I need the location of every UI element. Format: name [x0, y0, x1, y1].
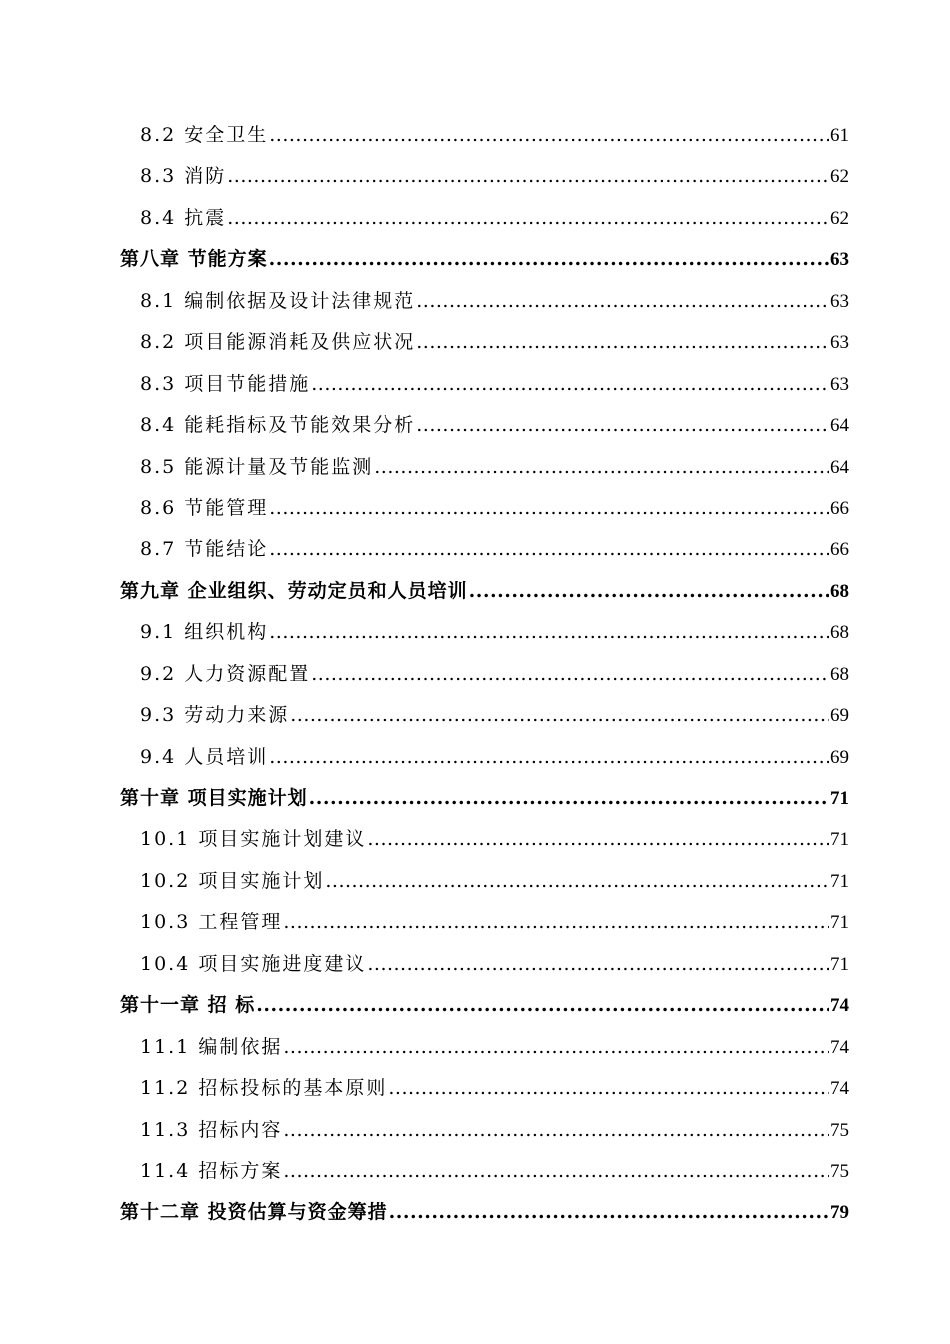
toc-page-number: 62: [830, 207, 849, 229]
toc-dot-leader: [227, 198, 829, 239]
toc-page-number: 66: [830, 539, 849, 561]
toc-entry-title: 8.3 消防: [140, 165, 227, 188]
toc-entry-title: 10.2 项目实施计划: [140, 869, 325, 892]
toc-chapter-entry[interactable]: [120, 985, 849, 1026]
toc-entry-title: 8.4 能耗指标及节能效果分析: [140, 414, 416, 437]
toc-page-number: 75: [830, 1119, 849, 1141]
toc-entry-title: 第十一章 招 标: [120, 994, 256, 1017]
toc-dot-leader: [269, 239, 829, 280]
toc-entry-title: 8.4 抗震: [140, 206, 227, 229]
toc-page-number: 64: [830, 456, 849, 478]
toc-page-number: 71: [830, 912, 849, 934]
toc-section-entry[interactable]: [120, 198, 849, 239]
toc-dot-leader: [367, 819, 829, 860]
toc-section-entry[interactable]: [120, 1027, 849, 1068]
toc-section-entry[interactable]: [120, 944, 849, 985]
toc-dot-leader: [283, 1110, 829, 1151]
toc-page-number: 71: [830, 788, 849, 809]
toc-section-entry[interactable]: [120, 322, 849, 363]
toc-dot-leader: [256, 985, 829, 1026]
toc-dot-leader: [416, 405, 829, 446]
table-of-contents: [120, 115, 849, 1234]
toc-page-number: 64: [830, 415, 849, 437]
toc-dot-leader: [269, 737, 829, 778]
toc-page-number: 68: [830, 663, 849, 685]
toc-entry-title: 11.4 招标方案: [140, 1159, 283, 1182]
toc-page-number: 63: [830, 332, 849, 354]
toc-page-number: 63: [830, 373, 849, 395]
toc-entry-title: 10.1 项目实施计划建议: [140, 828, 367, 851]
toc-dot-leader: [283, 1151, 829, 1192]
toc-dot-leader: [469, 571, 829, 612]
toc-page-number: 74: [830, 1078, 849, 1100]
toc-entry-title: 8.3 项目节能措施: [140, 372, 311, 395]
toc-entry-title: 10.3 工程管理: [140, 911, 283, 934]
toc-entry-title: 9.1 组织机构: [140, 621, 269, 644]
toc-page-number: 68: [830, 580, 849, 602]
toc-dot-leader: [227, 156, 829, 197]
toc-page-number: 61: [830, 125, 849, 146]
toc-dot-leader: [283, 902, 829, 943]
toc-section-entry[interactable]: [120, 529, 849, 570]
toc-section-entry[interactable]: [120, 1110, 849, 1151]
toc-page-number: 79: [830, 1202, 849, 1224]
toc-entry-title: 8.5 能源计量及节能监测: [140, 455, 374, 478]
toc-chapter-entry[interactable]: [120, 1192, 849, 1233]
toc-section-entry[interactable]: [120, 902, 849, 943]
toc-chapter-entry[interactable]: [120, 571, 849, 612]
toc-dot-leader: [374, 447, 829, 488]
toc-section-entry[interactable]: [120, 1068, 849, 1109]
toc-page-number: 75: [830, 1160, 849, 1182]
toc-section-entry[interactable]: [120, 654, 849, 695]
toc-dot-leader: [367, 944, 829, 985]
toc-page-number: 66: [830, 497, 849, 519]
toc-entry-title: 9.3 劳动力来源: [140, 704, 290, 727]
toc-page-number: 71: [830, 829, 849, 851]
toc-section-entry[interactable]: [120, 447, 849, 488]
toc-entry-title: 10.4 项目实施进度建议: [140, 952, 367, 975]
toc-entry-title: 第十二章 投资估算与资金筹措: [120, 1201, 388, 1224]
toc-page-number: 63: [830, 249, 849, 271]
toc-entry-title: 8.1 编制依据及设计法律规范: [140, 289, 416, 312]
toc-dot-leader: [290, 695, 829, 736]
toc-dot-leader: [416, 281, 829, 322]
toc-dot-leader: [311, 654, 829, 695]
toc-section-entry[interactable]: [120, 737, 849, 778]
toc-page-number: 68: [830, 622, 849, 644]
toc-section-entry[interactable]: [120, 156, 849, 197]
toc-dot-leader: [325, 861, 829, 902]
toc-entry-title: 第十章 项目实施计划: [120, 787, 308, 809]
toc-dot-leader: [269, 612, 829, 653]
toc-entry-title: 11.1 编制依据: [140, 1035, 283, 1058]
toc-section-entry[interactable]: [120, 1151, 849, 1192]
toc-entry-title: 9.2 人力资源配置: [140, 662, 311, 685]
toc-chapter-entry[interactable]: [120, 778, 849, 819]
toc-page-number: 74: [830, 995, 849, 1017]
toc-entry-title: 第八章 节能方案: [120, 248, 268, 271]
toc-entry-title: 9.4 人员培训: [140, 745, 269, 768]
toc-dot-leader: [311, 364, 829, 405]
toc-page-number: 62: [830, 166, 849, 188]
toc-page-number: 69: [830, 746, 849, 768]
toc-section-entry[interactable]: [120, 405, 849, 446]
toc-section-entry[interactable]: [120, 695, 849, 736]
toc-dot-leader: [416, 322, 829, 363]
toc-entry-title: 11.3 招标内容: [140, 1118, 283, 1141]
toc-page-number: 71: [830, 953, 849, 975]
toc-dot-leader: [283, 1027, 829, 1068]
toc-dot-leader: [269, 115, 829, 156]
toc-chapter-entry[interactable]: [120, 239, 849, 280]
toc-entry-title: 11.2 招标投标的基本原则: [140, 1077, 388, 1100]
toc-page-number: 63: [830, 290, 849, 312]
toc-page-number: 69: [830, 705, 849, 727]
toc-page-number: 71: [830, 870, 849, 892]
toc-entry-title: 8.2 项目能源消耗及供应状况: [140, 331, 416, 354]
toc-dot-leader: [269, 488, 829, 529]
toc-entry-title: 8.6 节能管理: [140, 496, 269, 519]
toc-section-entry[interactable]: [120, 281, 849, 322]
toc-section-entry[interactable]: [120, 861, 849, 902]
toc-entry-title: 8.2 安全卫生: [140, 124, 269, 146]
toc-section-entry[interactable]: [120, 819, 849, 860]
toc-dot-leader: [388, 1068, 829, 1109]
toc-page-number: 74: [830, 1036, 849, 1058]
toc-entry-title: 8.7 节能结论: [140, 538, 269, 561]
toc-dot-leader: [389, 1192, 829, 1233]
toc-section-entry[interactable]: [120, 115, 849, 156]
toc-section-entry[interactable]: [120, 364, 849, 405]
toc-entry-title: 第九章 企业组织、劳动定员和人员培训: [120, 579, 468, 602]
toc-section-entry[interactable]: [120, 488, 849, 529]
toc-dot-leader: [269, 529, 829, 570]
toc-dot-leader: [309, 778, 829, 819]
toc-section-entry[interactable]: [120, 612, 849, 653]
